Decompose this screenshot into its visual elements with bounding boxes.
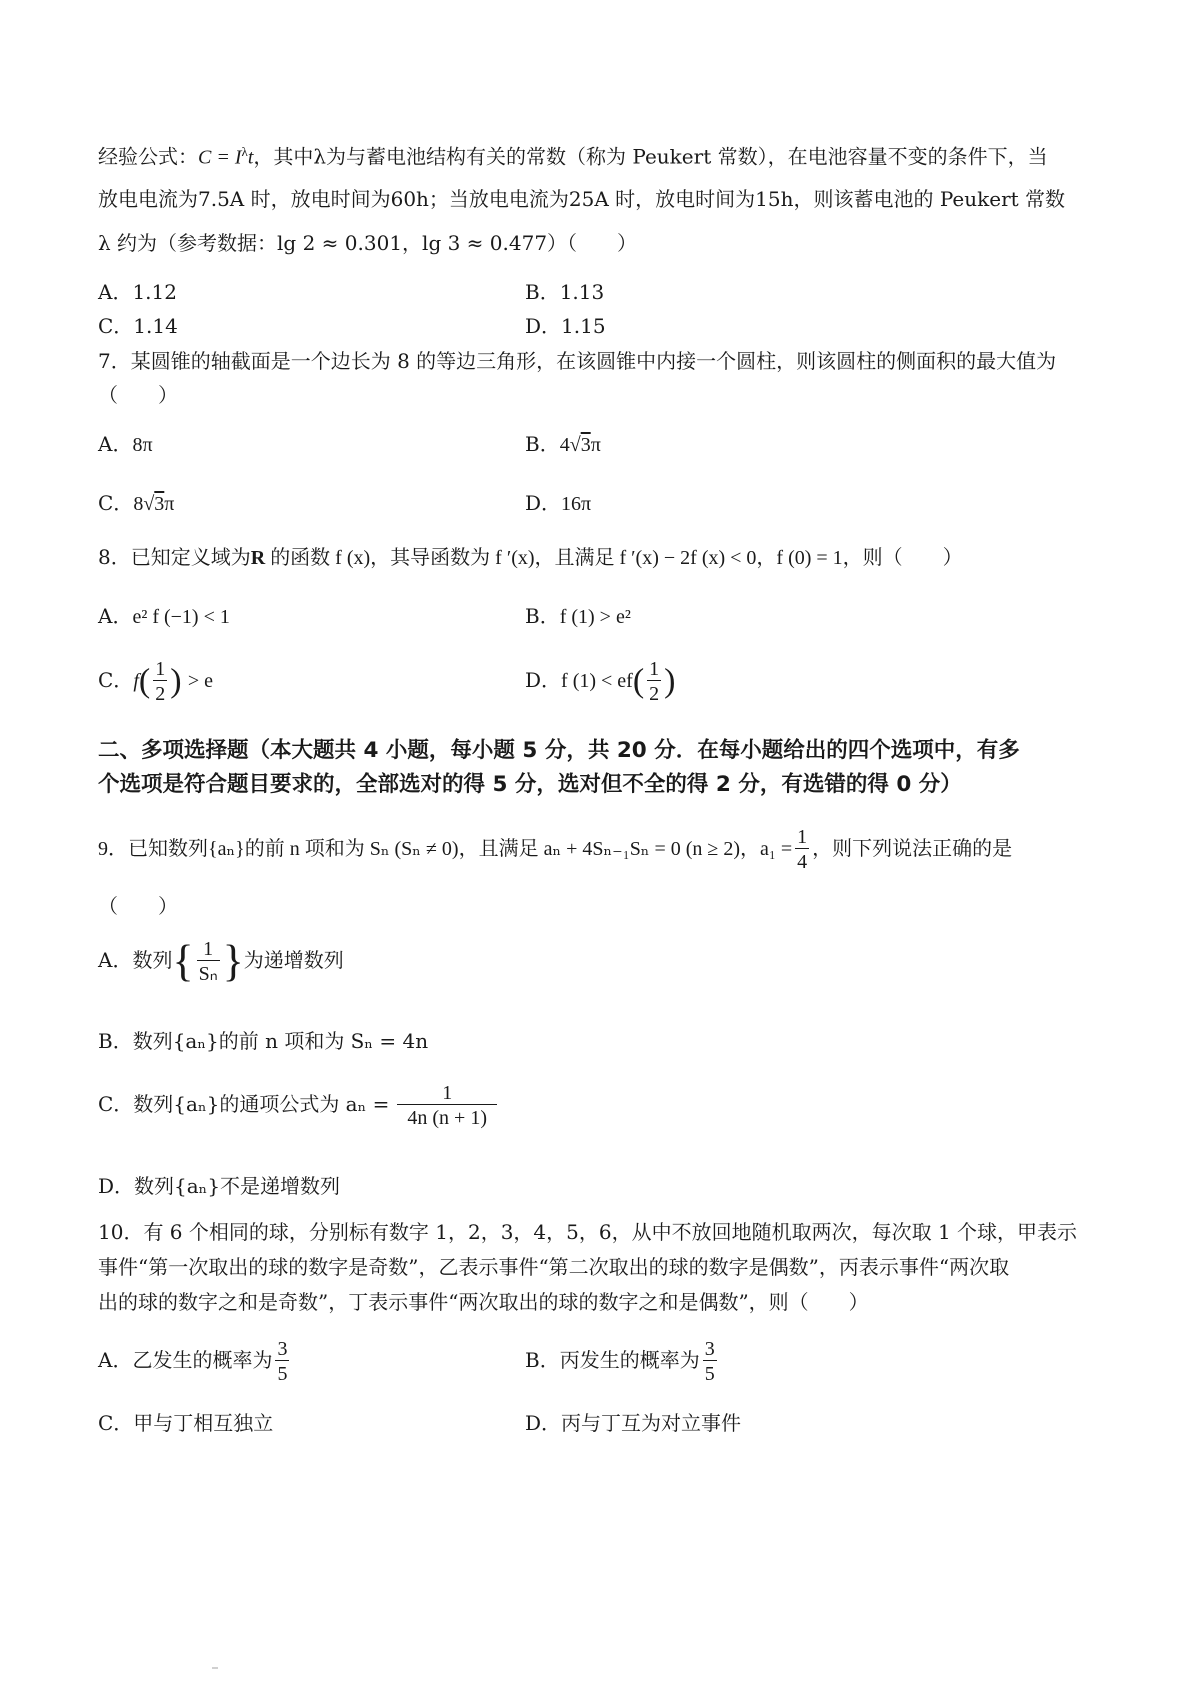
- q8-stem-prefix: 8．已知定义域为: [98, 545, 251, 569]
- q9-option-d[interactable]: D．数列{aₙ}不是递增数列: [98, 1174, 341, 1198]
- q7-option-b[interactable]: [525, 434, 601, 455]
- fraction-denominator: 2: [647, 680, 661, 705]
- q7-option-d[interactable]: [525, 493, 591, 514]
- q8-option-d-fraction: [647, 658, 661, 705]
- q8-real-set: R: [250, 547, 266, 569]
- q10-option-b-fraction: [703, 1338, 717, 1385]
- q10-line-1: 10．有 6 个相同的球，分别标有数字 1，2，3，4，5，6，从中不放回地随机取两次，每次取 1 个球，甲表示: [98, 1220, 1078, 1244]
- q6-line1-suffix: ，其中λ为与蓄电池结构有关的常数（称为 Peukert 常数），在电池容量不变的条件下，当: [253, 144, 1048, 169]
- left-brace-icon: {: [172, 936, 194, 986]
- q10-line-3: 出的球的数字之和是奇数”，丁表示事件“两次取出的球的数字之和是偶数”，则（ ）: [98, 1290, 869, 1314]
- fraction-numerator: 1: [203, 938, 214, 960]
- footer-mark: [212, 1667, 218, 1669]
- q8-option-c-relation: > e: [187, 670, 214, 692]
- fraction-numerator: 3: [704, 1338, 715, 1360]
- fraction-denominator: 2: [153, 680, 167, 705]
- q10-option-a-prefix: A．乙发生的概率为: [98, 1348, 273, 1372]
- q9-option-c-fraction: [397, 1082, 497, 1129]
- q7-option-a-value: 8π: [132, 434, 153, 456]
- q8-option-c-label: C．: [98, 668, 134, 692]
- q9-stem-line-2: （ ）: [98, 894, 178, 918]
- q9-option-a-prefix: A．数列: [98, 948, 173, 972]
- section2-heading-line-2: 个选项是符合题目要求的，全部选对的得 5 分，选对但不全的得 2 分，有选错的得 0 分）: [98, 772, 962, 797]
- q9-stem-suffix: ，则下列说法正确的是: [812, 836, 1013, 860]
- q10-option-d[interactable]: D．丙与丁互为对立事件: [525, 1411, 742, 1435]
- q6-option-a[interactable]: A．1.12: [98, 280, 177, 304]
- q8-option-a-value: e² f (−1) < 1: [132, 606, 230, 628]
- q7-option-c-pi: π: [164, 493, 175, 515]
- q7-option-c-coef: 8: [133, 493, 144, 515]
- right-paren-icon: ): [664, 662, 676, 700]
- q7-option-c-label: C．: [98, 491, 134, 515]
- q9-option-c-prefix: C．数列{aₙ}的通项公式为 aₙ =: [98, 1092, 390, 1116]
- q10-option-b[interactable]: [525, 1338, 720, 1385]
- q6-option-c[interactable]: C．1.14: [98, 314, 178, 338]
- q8-option-a[interactable]: [98, 606, 230, 627]
- sqrt-icon: √: [143, 493, 155, 515]
- fraction-denominator: 4n (n + 1): [397, 1104, 497, 1129]
- q7-line-2: （ ）: [98, 383, 178, 407]
- q6-line1-prefix: 经验公式：: [98, 144, 198, 169]
- q8-option-d[interactable]: [525, 658, 676, 705]
- fraction-denominator: 4: [795, 848, 809, 873]
- right-brace-icon: }: [222, 936, 244, 986]
- q9-option-a[interactable]: [98, 938, 344, 985]
- q8-option-b[interactable]: [525, 606, 631, 627]
- q10-option-b-prefix: B．丙发生的概率为: [525, 1348, 700, 1372]
- q7-option-a-label: A．: [98, 432, 133, 456]
- q7-option-b-pi: π: [590, 434, 601, 456]
- fraction-denominator: Sₙ: [197, 960, 220, 985]
- fraction-denominator: 5: [275, 1360, 289, 1385]
- q8-option-c-func: f: [133, 670, 139, 692]
- sqrt-icon: √: [569, 434, 581, 456]
- q9-option-c[interactable]: [98, 1082, 500, 1129]
- fraction-numerator: 1: [155, 658, 166, 680]
- q8-stem: [98, 547, 963, 568]
- q7-option-b-label: B．: [525, 432, 560, 456]
- q8-option-b-value: f (1) > e²: [559, 606, 631, 628]
- left-paren-icon: (: [138, 662, 151, 700]
- q9-stem: [98, 826, 1012, 873]
- q6-formula-t: t: [247, 146, 254, 169]
- q9-option-b[interactable]: B．数列{aₙ}的前 n 项和为 Sₙ = 4n: [98, 1029, 429, 1053]
- q7-option-d-label: D．: [525, 491, 562, 515]
- q9-stem-fraction: [795, 826, 809, 873]
- q8-stem-suffix: 的函数 f (x)，其导函数为 f ′(x)，且满足 f ′(x) − 2f (x) < 0，f (0) = 1，则（ ）: [265, 547, 963, 569]
- q10-option-c[interactable]: C．甲与丁相互独立: [98, 1411, 274, 1435]
- q7-option-c[interactable]: [98, 493, 174, 514]
- q7-option-d-value: 16π: [561, 493, 592, 515]
- q8-option-b-label: B．: [525, 604, 560, 628]
- q8-option-c-fraction: [153, 658, 167, 705]
- left-paren-icon: (: [632, 662, 645, 700]
- q8-option-a-label: A．: [98, 604, 133, 628]
- q10-option-a-fraction: [275, 1338, 289, 1385]
- fraction-numerator: 1: [797, 826, 808, 848]
- q6-formula: C = I: [198, 146, 242, 169]
- fraction-numerator: 3: [277, 1338, 288, 1360]
- q7-option-b-coef: 4: [559, 434, 570, 456]
- q7-option-b-radicand: 3: [580, 434, 591, 456]
- fraction-numerator: 1: [649, 658, 660, 680]
- q6-option-b[interactable]: B．1.13: [525, 280, 605, 304]
- right-paren-icon: ): [170, 662, 182, 700]
- fraction-denominator: 5: [703, 1360, 717, 1385]
- q8-option-d-label: D．: [525, 668, 562, 692]
- q8-option-c[interactable]: [98, 658, 213, 705]
- q10-option-a[interactable]: [98, 1338, 292, 1385]
- q9-option-a-fraction: [197, 938, 220, 985]
- q9-stem-prefix: 9．已知数列{aₙ}的前 n 项和为 Sₙ (Sₙ ≠ 0)，且满足 aₙ + 4Sₙ₋₁Sₙ = 0 (n ≥ 2)，a₁ =: [98, 838, 793, 860]
- fraction-numerator: 1: [442, 1082, 453, 1104]
- q7-option-c-radicand: 3: [154, 493, 165, 515]
- q10-line-2: 事件“第一次取出的球的数字是奇数”，乙表示事件“第二次取出的球的数字是偶数”，丙表示事件“两次取: [98, 1255, 1010, 1279]
- q7-option-a[interactable]: [98, 434, 153, 455]
- q8-option-d-expr: f (1) < ef: [561, 670, 633, 692]
- q6-formula-exponent: λ: [241, 144, 248, 159]
- q6-line-2: 放电电流为7.5A 时，放电时间为60h；当放电电流为25A 时，放电时间为15h，则该蓄电池的 Peukert 常数: [98, 187, 1066, 211]
- q7-line-1: 7．某圆锥的轴截面是一个边长为 8 的等边三角形，在该圆锥中内接一个圆柱，则该圆柱的侧面积的最大值为: [98, 349, 1057, 373]
- q6-line-1: [98, 145, 1048, 168]
- section2-heading-line-1: 二、多项选择题（本大题共 4 小题，每小题 5 分，共 20 分．在每小题给出的四个选项中，有多: [98, 738, 1020, 763]
- q9-option-a-suffix: 为递增数列: [243, 948, 344, 972]
- q6-line-3: λ 约为（参考数据：lg 2 ≈ 0.301，lg 3 ≈ 0.477）（ ）: [98, 231, 638, 255]
- q6-option-d[interactable]: D．1.15: [525, 314, 606, 338]
